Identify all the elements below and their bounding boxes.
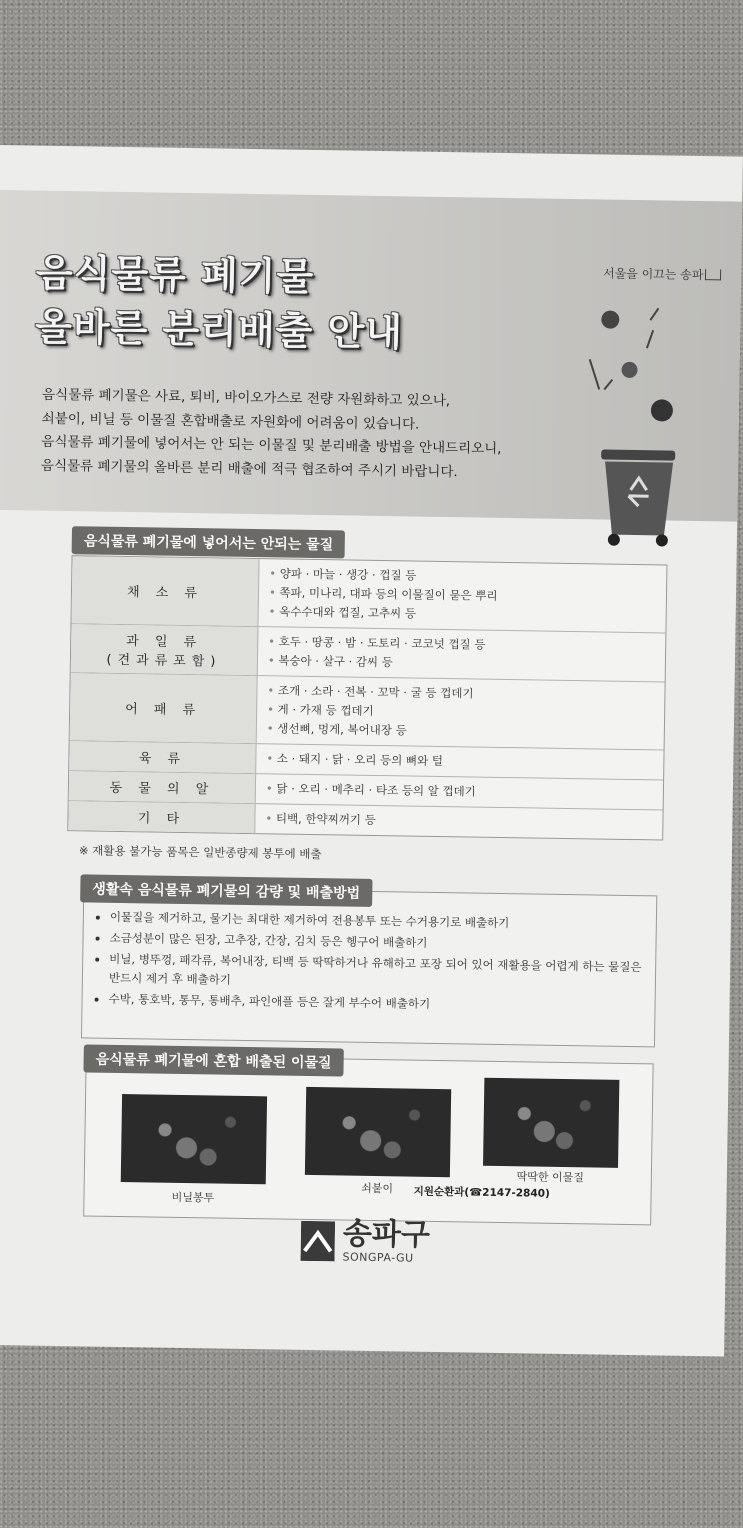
row-category: 과 일 류 (견과류포함) [71, 624, 259, 675]
section-label-prohibited: 음식물류 폐기물에 넣어서는 안되는 물질 [72, 526, 346, 558]
title-line-2: 올바른 분리배출 안내 [34, 304, 404, 355]
falling-food-icon [621, 362, 637, 378]
section-label-methods: 생활속 음식물류 폐기물의 감량 및 배출방법 [80, 874, 372, 907]
logo-korean: 송파구 [342, 1216, 431, 1253]
foreign-matter-box [83, 1054, 653, 1225]
falling-food-icon [601, 310, 619, 328]
table-row [70, 672, 665, 749]
photo-metal [305, 1087, 451, 1177]
table-row [71, 556, 666, 632]
prohibited-items-table [67, 555, 667, 840]
songpa-logo [300, 1218, 430, 1265]
songpa-logo-icon [301, 1220, 336, 1261]
list-item: • 이물질을 제거하고, 물기는 최대한 제거하여 전용봉투 또는 수거용기로 배출하기 [110, 908, 656, 936]
disposal-methods-box [81, 886, 657, 1047]
row-items: • 조개 · 소라 · 전복 · 꼬막 · 굴 등 껍데기 • 게 · 가재 등 껍데기 • 생선뼈, 멍게, 복어내장 등 [257, 676, 665, 749]
contact-info: 지원순환과(☎2147-2840) [413, 1185, 550, 1200]
intro-paragraph: 음식물류 폐기물은 사료, 퇴비, 바이오가스로 전량 자원화하고 있으나, 쇠붙이, 비닐 등 이물질 혼합배출로 자원화에 어려움이 있습니다. 음식물류 폐기물에 넣어서는 안 되는 이물질 및 분리배출 방법을 안내드리오니, 음식물류 폐기물의 올바른 분리 배출에 적극 협조하여 주시기 바랍니다. [40, 386, 502, 480]
row-items: • 티백, 한약찌꺼기 등 [255, 804, 662, 839]
photo-caption: 딱딱한 이물질 [516, 1170, 585, 1185]
row-items: • 소 · 돼지 · 닭 · 오리 등의 뼈와 털 [256, 744, 663, 779]
disposal-methods-list [82, 907, 656, 1017]
row-category: 채 소 류 [71, 556, 259, 626]
list-item: • 수박, 통호박, 통무, 통배추, 파인애플 등은 잘게 부수어 배출하기 [108, 990, 654, 1018]
flyer-paper [0, 145, 743, 1357]
photo-caption: 쇠붙이 [361, 1181, 394, 1196]
row-items: • 호두 · 땅콩 · 밤 · 도토리 · 코코넛 껍질 등 • 복숭아 · 살구 · 감씨 등 [258, 627, 666, 681]
photo-caption: 비닐봉투 [171, 1190, 215, 1205]
recycle-bin-illustration [582, 299, 696, 551]
row-category: 기 타 [68, 801, 255, 833]
non-recyclable-note: ※ 재활용 불가능 품목은 일반종량제 봉투에 배출 [78, 843, 322, 862]
list-item: • 비닐, 병뚜껑, 패각류, 복어내장, 티백 등 딱딱하거나 유해하고 포장 되어 있어 재활용을 어렵게 하는 물질은 반드시 제거 후 배출하기 [109, 950, 656, 997]
house-icon [705, 269, 721, 280]
table-row [71, 623, 666, 681]
row-items: • 닭 · 오리 · 메추리 · 타조 등의 알 껍데기 [256, 774, 663, 809]
row-category: 육 류 [69, 741, 256, 773]
title-line-1: 음식물류 폐기물 [35, 250, 315, 299]
list-item: • 소금성분이 많은 된장, 고추장, 간장, 김치 등은 헹구어 배출하기 [109, 929, 655, 957]
row-items: • 양파 · 마늘 · 생강 · 껍질 등 • 쪽파, 미나리, 대파 등의 이물질이 묻은 뿌리 • 옥수수대와 껍질, 고추씨 등 [258, 559, 666, 632]
falling-food-icon [651, 399, 673, 421]
logo-english: SONGPA-GU [342, 1250, 414, 1265]
row-category: 동 물 의 알 [69, 771, 256, 803]
row-category: 어 패 류 [70, 673, 258, 743]
flyer-title [35, 246, 404, 360]
photo-hard-matter [483, 1078, 619, 1168]
slogan: 서울을 이끄는 송파 [603, 264, 722, 283]
section-label-foreign: 음식물류 폐기물에 혼합 배출된 이물질 [83, 1044, 343, 1076]
photo-plastic-bag [121, 1094, 267, 1184]
